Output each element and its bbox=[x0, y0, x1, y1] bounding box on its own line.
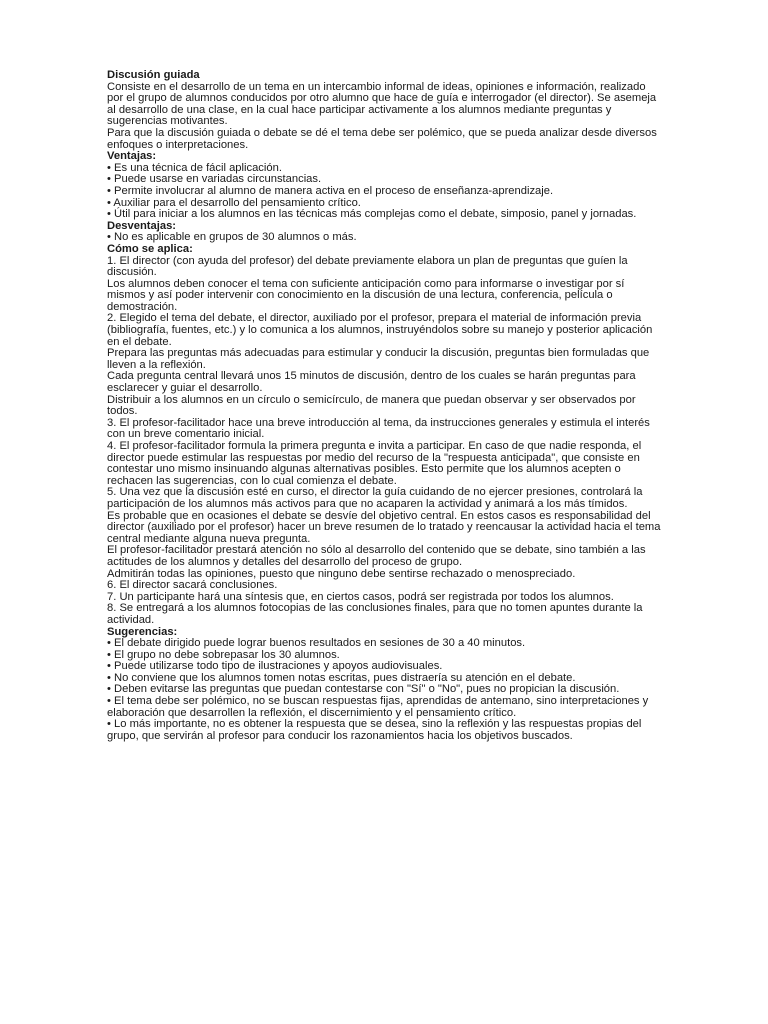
sugerencias-item: • Deben evitarse las preguntas que puedan contestarse con "Sí" o "No", pues no propician la discusión. bbox=[107, 683, 620, 696]
aplica-item: Los alumnos deben conocer el tema con suficiente anticipación como para informarse o investigar por sí mismos y así poder intervenir con conocimiento en la discusión de una lectura, conferencia, película o demostración. bbox=[107, 277, 625, 313]
aplica-item: 6. El director sacará conclusiones. bbox=[107, 579, 278, 592]
aplica-item: Distribuir a los alumnos en un círculo o semicírculo, de manera que puedan observar y ser observados por todos. bbox=[107, 393, 636, 418]
aplica-item: Prepara las preguntas más adecuadas para estimular y conducir la discusión, preguntas bien formuladas que lleven a la reflexión. bbox=[107, 347, 650, 371]
document-title: Discusión guiada bbox=[107, 69, 200, 81]
ventajas-item: • Puede usarse en variadas circunstancias. bbox=[107, 173, 322, 186]
aplica-item: Es probable que en ocasiones el debate se desvíe del objetivo central. En estos casos es responsabilidad del director (auxiliado por el profesor) hacer un breve resumen de lo tratado y reencausar la actividad hacia el tema central mediante alguna nueva pregunta. bbox=[107, 509, 661, 545]
aplica-item: 1. El director (con ayuda del profesor) del debate previamente elabora un plan de preguntas que guíen la discusión. bbox=[107, 254, 628, 279]
aplica-item: Cada pregunta central llevará unos 15 minutos de discusión, dentro de los cuales se harán preguntas para esclarecer y guiar el desarrollo. bbox=[107, 370, 636, 395]
aplica-item: 4. El profesor-facilitador formula la primera pregunta e invita a participar. En caso de que nadie responda, el director puede estimular las respuestas por medio del recurso de la "respuesta anticipada", que consiste en contestar uno mismo insinuando algunas alternativas posibles. Esto permite que los alumnos acepten o rechacen las sugerencias, con lo cual comienza el debate. bbox=[107, 440, 642, 487]
intro-paragraph: Consiste en el desarrollo de un tema en un intercambio informal de ideas, opiniones e información, realizado por el grupo de alumnos conducidos por otro alumno que hace de guía e interrogador (el director). Se asemeja al desarrollo de una clase, en la cual hace participar activamente a los alumnos mediante preguntas y sugerencias motivantes. bbox=[107, 80, 657, 128]
sugerencias-item: • No conviene que los alumnos tomen notas escritas, pues distraería su atención en el debate. bbox=[107, 671, 576, 684]
ventajas-item: • Es una técnica de fácil aplicación. bbox=[107, 161, 282, 174]
aplica-item: El profesor-facilitador prestará atención no sólo al desarrollo del contenido que se debate, sino también a las actitudes de los alumnos y detalles del desarrollo del proceso de grupo. bbox=[107, 544, 646, 568]
aplica-item: 5. Una vez que la discusión esté en curso, el director la guía cuidando de no ejercer presiones, controlará la participación de los alumnos más activos para que no acaparen la actividad y animará a los más tímidos. bbox=[107, 486, 643, 510]
aplica-item: 3. El profesor-facilitador hace una breve introducción al tema, da instrucciones generales y estimula el interés con un breve comentario inicial. bbox=[107, 416, 650, 441]
sugerencias-item: • Puede utilizarse todo tipo de ilustraciones y apoyos audiovisuales. bbox=[107, 660, 443, 673]
desventajas-item: • No es aplicable en grupos de 30 alumnos o más. bbox=[107, 231, 357, 244]
sugerencias-item: • El debate dirigido puede lograr buenos resultados en sesiones de 30 a 40 minutos. bbox=[107, 637, 526, 650]
ventajas-item: • Permite involucrar al alumno de manera activa en el proceso de enseñanza-aprendizaje. bbox=[107, 184, 554, 197]
sugerencias-item: • Lo más importante, no es obtener la respuesta que se desea, sino la reflexión y las respuestas propias del grupo, que servirán al profesor para conducir los razonamientos hacia los objetivos buscados. bbox=[107, 718, 642, 742]
aplica-item: 7. Un participante hará una síntesis que, en ciertos casos, podrá ser registrada por todos los alumnos. bbox=[107, 590, 614, 603]
ventajas-heading: Ventajas: bbox=[107, 150, 157, 163]
intro-paragraph: Para que la discusión guiada o debate se dé el tema debe ser polémico, que se pueda analizar desde diversos enfoques o interpretaciones. bbox=[107, 126, 657, 151]
sugerencias-item: • El grupo no debe sobrepasar los 30 alumnos. bbox=[107, 648, 340, 661]
aplica-item: Admitirán todas las opiniones, puesto que ninguno debe sentirse rechazado o menospreciado. bbox=[107, 567, 576, 580]
sugerencias-item: • El tema debe ser polémico, no se buscan respuestas fijas, aprendidas de antemano, sino interpretaciones y elaboración que desarrollen la reflexión, el discernimiento y el pensamiento crítico. bbox=[107, 695, 649, 719]
aplica-item: 2. Elegido el tema del debate, el director, auxiliado por el profesor, prepara el material de información previa (bibliografía, fuentes, etc.) y lo comunica a los alumnos, instruyéndolos sobre su manejo y posterior aplicación en el debate. bbox=[107, 312, 653, 348]
ventajas-item: • Auxiliar para el desarrollo del pensamiento crítico. bbox=[107, 196, 361, 209]
document-body bbox=[107, 70, 663, 742]
desventajas-heading: Desventajas: bbox=[107, 219, 177, 232]
aplica-item: 8. Se entregará a los alumnos fotocopias de las conclusiones finales, para que no tomen apuntes durante la actividad. bbox=[107, 602, 643, 626]
sugerencias-heading: Sugerencias: bbox=[107, 625, 178, 638]
como-se-aplica-heading: Cómo se aplica: bbox=[107, 242, 193, 255]
ventajas-item: • Útil para iniciar a los alumnos en las técnicas más complejas como el debate, simposio, panel y jornadas. bbox=[107, 208, 637, 221]
